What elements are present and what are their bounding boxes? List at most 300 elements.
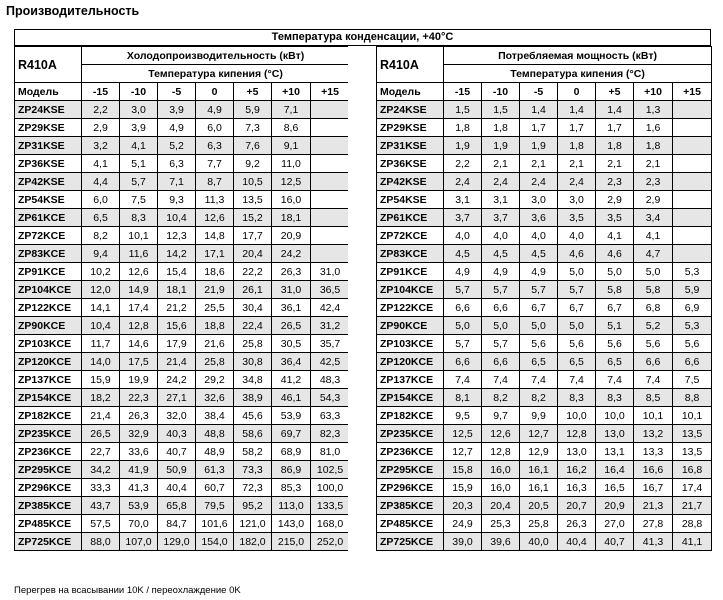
model-cell: ZP29KSE bbox=[15, 119, 82, 137]
value-cell: 10,4 bbox=[158, 209, 196, 227]
value-cell: 79,5 bbox=[196, 497, 234, 515]
value-cell: 6,5 bbox=[82, 209, 120, 227]
value-cell: 5,1 bbox=[596, 317, 634, 335]
temperature-column-header: +5 bbox=[596, 83, 634, 101]
value-cell: 4,7 bbox=[634, 245, 673, 263]
model-cell: ZP36KSE bbox=[15, 155, 82, 173]
value-cell: 4,4 bbox=[82, 173, 120, 191]
value-cell bbox=[673, 227, 712, 245]
refrigerant-label: R410A bbox=[15, 47, 82, 83]
model-cell: ZP72KCE bbox=[15, 227, 82, 245]
value-cell: 5,0 bbox=[482, 317, 520, 335]
table-row bbox=[377, 533, 712, 551]
value-cell: 20,4 bbox=[234, 245, 272, 263]
value-cell: 7,4 bbox=[482, 371, 520, 389]
temperature-column-header: -15 bbox=[444, 83, 482, 101]
value-cell: 5,7 bbox=[444, 281, 482, 299]
value-cell: 60,7 bbox=[196, 479, 234, 497]
value-cell: 32,0 bbox=[158, 407, 196, 425]
table-row bbox=[15, 209, 350, 227]
value-cell: 42,4 bbox=[311, 299, 350, 317]
value-cell: 5,1 bbox=[120, 155, 158, 173]
value-cell: 4,1 bbox=[120, 137, 158, 155]
value-cell: 4,0 bbox=[444, 227, 482, 245]
value-cell: 7,4 bbox=[558, 371, 596, 389]
value-cell: 2,4 bbox=[520, 173, 558, 191]
value-cell: 13,2 bbox=[634, 425, 673, 443]
value-cell: 26,1 bbox=[234, 281, 272, 299]
value-cell: 102,5 bbox=[311, 461, 350, 479]
table-row bbox=[377, 425, 712, 443]
value-cell: 11,6 bbox=[120, 245, 158, 263]
value-cell: 31,0 bbox=[311, 263, 350, 281]
table-row bbox=[15, 155, 350, 173]
value-cell: 1,9 bbox=[520, 137, 558, 155]
model-cell: ZP122KCE bbox=[15, 299, 82, 317]
value-cell: 107,0 bbox=[120, 533, 158, 551]
value-cell: 1,3 bbox=[634, 101, 673, 119]
table-row bbox=[15, 101, 350, 119]
value-cell: 9,4 bbox=[82, 245, 120, 263]
value-cell bbox=[311, 227, 350, 245]
model-cell: ZP90KCE bbox=[377, 317, 444, 335]
value-cell: 39,0 bbox=[444, 533, 482, 551]
value-cell: 1,5 bbox=[444, 101, 482, 119]
value-cell: 5,3 bbox=[673, 263, 712, 281]
value-cell: 1,9 bbox=[482, 137, 520, 155]
value-cell: 2,4 bbox=[444, 173, 482, 191]
value-cell: 25,8 bbox=[196, 353, 234, 371]
value-cell: 2,4 bbox=[482, 173, 520, 191]
group-title: Холодопроизводительность (кВт) bbox=[82, 47, 350, 65]
value-cell: 53,9 bbox=[120, 497, 158, 515]
value-cell: 16,3 bbox=[558, 479, 596, 497]
value-cell: 13,0 bbox=[596, 425, 634, 443]
value-cell: 2,1 bbox=[634, 155, 673, 173]
value-cell: 25,5 bbox=[196, 299, 234, 317]
value-cell bbox=[311, 137, 350, 155]
value-cell: 3,2 bbox=[82, 137, 120, 155]
table-row bbox=[377, 245, 712, 263]
value-cell: 33,6 bbox=[120, 443, 158, 461]
value-cell bbox=[673, 155, 712, 173]
value-cell: 24,9 bbox=[444, 515, 482, 533]
value-cell: 8,2 bbox=[82, 227, 120, 245]
model-cell: ZP42KSE bbox=[377, 173, 444, 191]
value-cell: 16,2 bbox=[558, 461, 596, 479]
table-row bbox=[15, 173, 350, 191]
value-cell: 9,3 bbox=[158, 191, 196, 209]
model-cell: ZP104KCE bbox=[377, 281, 444, 299]
value-cell: 12,8 bbox=[482, 443, 520, 461]
value-cell: 113,0 bbox=[272, 497, 311, 515]
value-cell: 18,6 bbox=[196, 263, 234, 281]
value-cell: 21,9 bbox=[196, 281, 234, 299]
value-cell: 6,6 bbox=[444, 353, 482, 371]
value-cell: 5,8 bbox=[596, 281, 634, 299]
value-cell: 21,4 bbox=[158, 353, 196, 371]
value-cell: 19,9 bbox=[120, 371, 158, 389]
model-cell: ZP385KCE bbox=[15, 497, 82, 515]
model-column-header: Модель bbox=[377, 83, 444, 101]
value-cell: 1,8 bbox=[596, 137, 634, 155]
value-cell: 6,3 bbox=[196, 137, 234, 155]
power-input-table bbox=[376, 46, 712, 551]
model-cell: ZP54KSE bbox=[377, 191, 444, 209]
model-cell: ZP42KSE bbox=[15, 173, 82, 191]
value-cell: 88,0 bbox=[82, 533, 120, 551]
temperature-column-header: +10 bbox=[272, 83, 311, 101]
value-cell: 3,6 bbox=[520, 209, 558, 227]
value-cell: 12,8 bbox=[120, 317, 158, 335]
value-cell: 21,2 bbox=[158, 299, 196, 317]
table-row bbox=[377, 461, 712, 479]
value-cell: 27,0 bbox=[596, 515, 634, 533]
table-row bbox=[15, 245, 350, 263]
value-cell: 4,1 bbox=[596, 227, 634, 245]
value-cell: 5,7 bbox=[444, 335, 482, 353]
value-cell: 21,7 bbox=[673, 497, 712, 515]
boiling-temperature-title: Температура кипения (°C) bbox=[444, 65, 712, 83]
value-cell: 58,6 bbox=[234, 425, 272, 443]
value-cell: 15,2 bbox=[234, 209, 272, 227]
value-cell: 215,0 bbox=[272, 533, 311, 551]
value-cell: 18,8 bbox=[196, 317, 234, 335]
value-cell: 7,1 bbox=[272, 101, 311, 119]
value-cell: 38,9 bbox=[234, 389, 272, 407]
value-cell: 101,6 bbox=[196, 515, 234, 533]
table-row bbox=[377, 497, 712, 515]
value-cell: 3,1 bbox=[482, 191, 520, 209]
value-cell: 36,1 bbox=[272, 299, 311, 317]
value-cell: 9,5 bbox=[444, 407, 482, 425]
temperature-column-header: +10 bbox=[634, 83, 673, 101]
model-cell: ZP235KCE bbox=[15, 425, 82, 443]
value-cell: 6,6 bbox=[673, 353, 712, 371]
value-cell: 12,5 bbox=[444, 425, 482, 443]
value-cell: 5,7 bbox=[482, 335, 520, 353]
page-title: Производительность bbox=[6, 4, 140, 18]
table-row bbox=[15, 425, 350, 443]
model-cell: ZP137KCE bbox=[377, 371, 444, 389]
value-cell: 16,8 bbox=[673, 461, 712, 479]
table-row bbox=[15, 191, 350, 209]
table-row bbox=[377, 299, 712, 317]
value-cell: 20,7 bbox=[558, 497, 596, 515]
model-cell: ZP91KCE bbox=[377, 263, 444, 281]
value-cell: 2,9 bbox=[82, 119, 120, 137]
value-cell: 32,6 bbox=[196, 389, 234, 407]
value-cell: 30,8 bbox=[234, 353, 272, 371]
value-cell bbox=[673, 173, 712, 191]
table-row bbox=[377, 515, 712, 533]
model-cell: ZP31KSE bbox=[377, 137, 444, 155]
table-row bbox=[15, 461, 350, 479]
value-cell: 85,3 bbox=[272, 479, 311, 497]
value-cell: 1,8 bbox=[482, 119, 520, 137]
value-cell: 40,3 bbox=[158, 425, 196, 443]
value-cell: 20,4 bbox=[482, 497, 520, 515]
value-cell: 5,7 bbox=[482, 281, 520, 299]
value-cell: 2,9 bbox=[634, 191, 673, 209]
value-cell: 3,5 bbox=[558, 209, 596, 227]
value-cell: 252,0 bbox=[311, 533, 350, 551]
table-row bbox=[15, 515, 350, 533]
temperature-column-header: -5 bbox=[520, 83, 558, 101]
value-cell: 11,7 bbox=[82, 335, 120, 353]
value-cell: 5,2 bbox=[158, 137, 196, 155]
model-cell: ZP103KCE bbox=[15, 335, 82, 353]
value-cell: 3,7 bbox=[482, 209, 520, 227]
value-cell: 4,6 bbox=[596, 245, 634, 263]
model-cell: ZP235KCE bbox=[377, 425, 444, 443]
value-cell: 13,5 bbox=[673, 443, 712, 461]
value-cell: 4,1 bbox=[634, 227, 673, 245]
value-cell: 5,0 bbox=[558, 263, 596, 281]
value-cell: 1,9 bbox=[444, 137, 482, 155]
value-cell: 41,3 bbox=[634, 533, 673, 551]
value-cell: 26,3 bbox=[272, 263, 311, 281]
table-row bbox=[15, 137, 350, 155]
value-cell: 61,3 bbox=[196, 461, 234, 479]
table-row bbox=[15, 335, 350, 353]
model-cell: ZP36KSE bbox=[377, 155, 444, 173]
value-cell: 2,4 bbox=[558, 173, 596, 191]
value-cell: 35,7 bbox=[311, 335, 350, 353]
value-cell: 73,3 bbox=[234, 461, 272, 479]
value-cell: 8,3 bbox=[558, 389, 596, 407]
value-cell: 10,5 bbox=[234, 173, 272, 191]
value-cell: 33,3 bbox=[82, 479, 120, 497]
value-cell: 10,0 bbox=[596, 407, 634, 425]
value-cell: 16,0 bbox=[482, 461, 520, 479]
value-cell: 5,8 bbox=[634, 281, 673, 299]
table-row bbox=[15, 407, 350, 425]
value-cell: 6,7 bbox=[596, 299, 634, 317]
value-cell: 39,6 bbox=[482, 533, 520, 551]
value-cell: 24,2 bbox=[272, 245, 311, 263]
temperature-column-header: +15 bbox=[673, 83, 712, 101]
value-cell: 2,9 bbox=[596, 191, 634, 209]
value-cell: 168,0 bbox=[311, 515, 350, 533]
table-row bbox=[15, 317, 350, 335]
value-cell: 3,5 bbox=[596, 209, 634, 227]
model-cell: ZP485KCE bbox=[377, 515, 444, 533]
value-cell: 7,4 bbox=[634, 371, 673, 389]
value-cell: 6,9 bbox=[673, 299, 712, 317]
value-cell: 26,5 bbox=[272, 317, 311, 335]
value-cell: 1,4 bbox=[520, 101, 558, 119]
value-cell: 25,3 bbox=[482, 515, 520, 533]
value-cell: 8,1 bbox=[444, 389, 482, 407]
value-cell: 21,6 bbox=[196, 335, 234, 353]
model-cell: ZP83KCE bbox=[15, 245, 82, 263]
value-cell: 182,0 bbox=[234, 533, 272, 551]
table-row bbox=[377, 155, 712, 173]
table-row bbox=[377, 443, 712, 461]
table-row bbox=[377, 479, 712, 497]
value-cell: 6,3 bbox=[158, 155, 196, 173]
value-cell: 1,8 bbox=[558, 137, 596, 155]
value-cell: 11,0 bbox=[272, 155, 311, 173]
value-cell: 4,6 bbox=[558, 245, 596, 263]
value-cell: 15,8 bbox=[444, 461, 482, 479]
condensation-temperature-header: Температура конденсации, +40°C bbox=[14, 29, 711, 46]
value-cell: 27,1 bbox=[158, 389, 196, 407]
value-cell: 16,0 bbox=[482, 479, 520, 497]
value-cell bbox=[311, 173, 350, 191]
model-cell: ZP29KSE bbox=[377, 119, 444, 137]
value-cell: 20,9 bbox=[596, 497, 634, 515]
value-cell: 5,3 bbox=[673, 317, 712, 335]
temperature-column-header: -5 bbox=[158, 83, 196, 101]
value-cell: 8,3 bbox=[596, 389, 634, 407]
value-cell: 4,9 bbox=[520, 263, 558, 281]
value-cell: 3,0 bbox=[520, 191, 558, 209]
value-cell: 15,6 bbox=[158, 317, 196, 335]
value-cell: 7,1 bbox=[158, 173, 196, 191]
value-cell bbox=[311, 245, 350, 263]
table-gap bbox=[348, 46, 376, 578]
value-cell: 14,2 bbox=[158, 245, 196, 263]
value-cell: 8,2 bbox=[520, 389, 558, 407]
model-cell: ZP154KCE bbox=[377, 389, 444, 407]
value-cell: 2,2 bbox=[82, 101, 120, 119]
table-row bbox=[377, 137, 712, 155]
value-cell: 143,0 bbox=[272, 515, 311, 533]
value-cell: 5,9 bbox=[234, 101, 272, 119]
value-cell: 14,8 bbox=[196, 227, 234, 245]
value-cell: 4,0 bbox=[558, 227, 596, 245]
model-cell: ZP182KCE bbox=[15, 407, 82, 425]
value-cell: 42,5 bbox=[311, 353, 350, 371]
value-cell: 6,8 bbox=[634, 299, 673, 317]
value-cell: 10,1 bbox=[120, 227, 158, 245]
value-cell: 13,1 bbox=[596, 443, 634, 461]
value-cell: 40,0 bbox=[520, 533, 558, 551]
value-cell: 6,7 bbox=[520, 299, 558, 317]
value-cell: 3,4 bbox=[634, 209, 673, 227]
value-cell: 7,6 bbox=[234, 137, 272, 155]
value-cell: 6,7 bbox=[558, 299, 596, 317]
value-cell: 2,2 bbox=[444, 155, 482, 173]
value-cell: 1,8 bbox=[444, 119, 482, 137]
value-cell: 10,2 bbox=[82, 263, 120, 281]
value-cell bbox=[673, 137, 712, 155]
value-cell: 4,5 bbox=[520, 245, 558, 263]
value-cell: 9,7 bbox=[482, 407, 520, 425]
model-cell: ZP120KCE bbox=[15, 353, 82, 371]
value-cell: 1,7 bbox=[520, 119, 558, 137]
value-cell: 7,5 bbox=[673, 371, 712, 389]
value-cell: 20,9 bbox=[272, 227, 311, 245]
value-cell: 25,8 bbox=[234, 335, 272, 353]
table-row bbox=[377, 281, 712, 299]
value-cell: 5,0 bbox=[558, 317, 596, 335]
value-cell: 6,6 bbox=[482, 299, 520, 317]
model-cell: ZP72KCE bbox=[377, 227, 444, 245]
value-cell: 20,3 bbox=[444, 497, 482, 515]
refrigerant-label: R410A bbox=[377, 47, 444, 83]
value-cell: 26,3 bbox=[558, 515, 596, 533]
table-row bbox=[15, 353, 350, 371]
value-cell: 5,7 bbox=[120, 173, 158, 191]
value-cell: 6,5 bbox=[596, 353, 634, 371]
value-cell: 133,5 bbox=[311, 497, 350, 515]
table-row bbox=[15, 497, 350, 515]
value-cell: 86,9 bbox=[272, 461, 311, 479]
value-cell: 21,4 bbox=[82, 407, 120, 425]
table-row bbox=[377, 173, 712, 191]
value-cell: 18,2 bbox=[82, 389, 120, 407]
value-cell: 22,3 bbox=[120, 389, 158, 407]
value-cell: 2,1 bbox=[520, 155, 558, 173]
value-cell: 1,6 bbox=[634, 119, 673, 137]
value-cell: 1,4 bbox=[596, 101, 634, 119]
model-cell: ZP54KSE bbox=[15, 191, 82, 209]
value-cell: 6,0 bbox=[196, 119, 234, 137]
value-cell: 9,2 bbox=[234, 155, 272, 173]
value-cell: 32,9 bbox=[120, 425, 158, 443]
value-cell: 50,9 bbox=[158, 461, 196, 479]
value-cell: 4,9 bbox=[196, 101, 234, 119]
value-cell bbox=[311, 191, 350, 209]
value-cell: 10,0 bbox=[558, 407, 596, 425]
table-row bbox=[377, 317, 712, 335]
value-cell: 27,8 bbox=[634, 515, 673, 533]
table-row bbox=[377, 263, 712, 281]
table-row bbox=[15, 299, 350, 317]
value-cell: 6,5 bbox=[520, 353, 558, 371]
model-cell: ZP295KCE bbox=[377, 461, 444, 479]
value-cell: 7,4 bbox=[444, 371, 482, 389]
value-cell bbox=[673, 245, 712, 263]
value-cell: 100,0 bbox=[311, 479, 350, 497]
model-cell: ZP182KCE bbox=[377, 407, 444, 425]
table-row bbox=[377, 119, 712, 137]
model-cell: ZP31KSE bbox=[15, 137, 82, 155]
value-cell: 16,7 bbox=[634, 479, 673, 497]
table-row bbox=[15, 281, 350, 299]
temperature-column-header: 0 bbox=[558, 83, 596, 101]
value-cell: 1,5 bbox=[482, 101, 520, 119]
model-cell: ZP103KCE bbox=[377, 335, 444, 353]
table-row bbox=[377, 335, 712, 353]
value-cell: 16,5 bbox=[596, 479, 634, 497]
value-cell: 5,7 bbox=[520, 281, 558, 299]
value-cell: 18,1 bbox=[272, 209, 311, 227]
value-cell: 8,3 bbox=[120, 209, 158, 227]
value-cell: 4,5 bbox=[444, 245, 482, 263]
value-cell: 7,4 bbox=[596, 371, 634, 389]
model-cell: ZP296KCE bbox=[377, 479, 444, 497]
value-cell: 10,4 bbox=[82, 317, 120, 335]
value-cell: 2,1 bbox=[596, 155, 634, 173]
value-cell: 13,5 bbox=[673, 425, 712, 443]
value-cell: 12,3 bbox=[158, 227, 196, 245]
value-cell: 5,7 bbox=[558, 281, 596, 299]
value-cell: 41,3 bbox=[120, 479, 158, 497]
footnote: Перегрев на всасывании 10K / переохлаждение 0K bbox=[14, 585, 241, 596]
temperature-column-header: -10 bbox=[120, 83, 158, 101]
value-cell: 36,4 bbox=[272, 353, 311, 371]
value-cell: 12,7 bbox=[520, 425, 558, 443]
model-cell: ZP236KCE bbox=[15, 443, 82, 461]
model-cell: ZP137KCE bbox=[15, 371, 82, 389]
value-cell: 5,6 bbox=[558, 335, 596, 353]
model-column-header: Модель bbox=[15, 83, 82, 101]
value-cell: 3,0 bbox=[120, 101, 158, 119]
